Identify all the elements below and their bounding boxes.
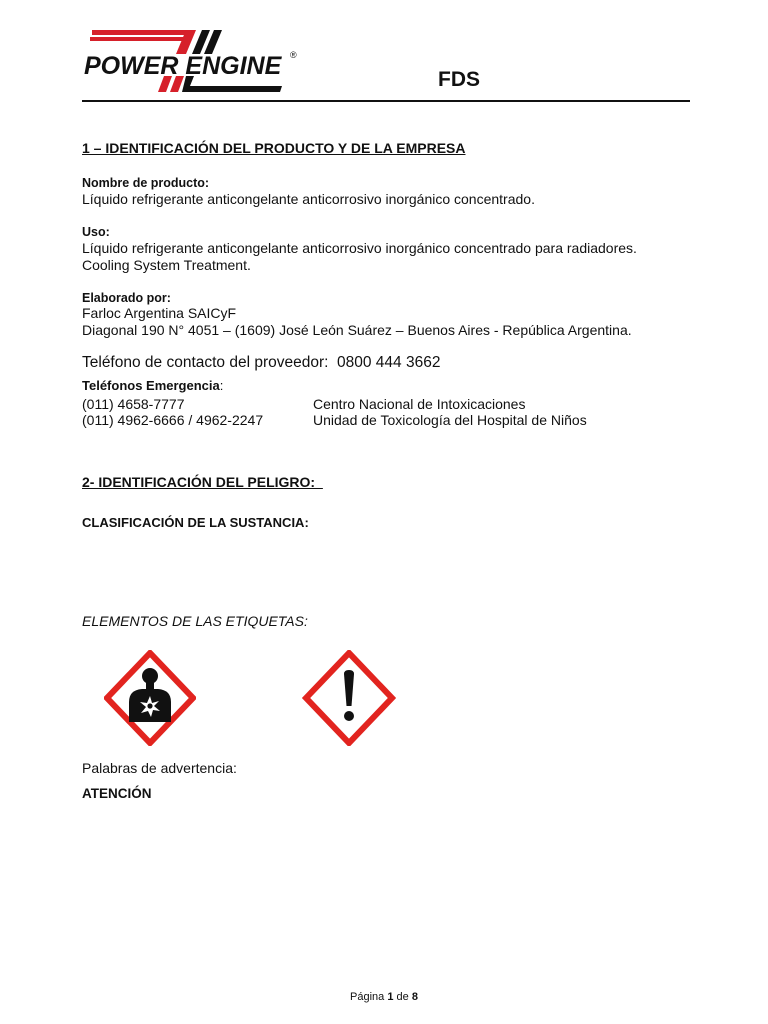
company-logo — [82, 24, 312, 94]
signal-words-label: Palabras de advertencia: — [82, 760, 237, 776]
health-hazard-icon — [104, 650, 196, 746]
supplier-phone-number: 0800 444 3662 — [337, 354, 441, 371]
signal-word: ATENCIÓN — [82, 786, 152, 801]
emergency-phone-name: Unidad de Toxicología del Hospital de Niños — [313, 412, 587, 428]
use-line-1: Líquido refrigerante anticongelante anticorrosivo inorgánico concentrado para radiadores. — [82, 240, 637, 256]
document-type-title: FDS — [438, 68, 480, 91]
emergency-phone-number: (011) 4962-6666 / 4962-2247 — [82, 412, 264, 428]
made-by-label: Elaborado por: — [82, 291, 171, 305]
emergency-phones-colon: : — [219, 378, 224, 393]
power-engine-logo — [82, 24, 312, 94]
page-footer — [0, 991, 768, 1003]
ghs-pictograms — [104, 650, 404, 748]
page-word: Página — [350, 991, 385, 1003]
label-elements-heading: ELEMENTOS DE LAS ETIQUETAS: — [82, 613, 308, 629]
page-total: 8 — [411, 991, 418, 1003]
company-name: Farloc Argentina SAICyF — [82, 305, 237, 321]
supplier-phone-label: Teléfono de contacto del proveedor: — [82, 354, 329, 371]
emergency-phones-label: Teléfonos Emergencia — [82, 378, 220, 393]
emergency-phone-name: Centro Nacional de Intoxicaciones — [313, 396, 526, 412]
logo-wordmark: POWER ENGINE — [84, 52, 282, 80]
page-of: de — [396, 991, 409, 1003]
emergency-phone-number: (011) 4658-7777 — [82, 396, 185, 412]
section-2-title: 2- IDENTIFICACIÓN DEL PELIGRO: — [82, 474, 323, 490]
use-line-2: Cooling System Treatment. — [82, 257, 251, 273]
registered-mark: ® — [290, 50, 297, 60]
product-name-value: Líquido refrigerante anticongelante anticorrosivo inorgánico concentrado. — [82, 191, 535, 207]
exclamation-mark-icon — [302, 650, 396, 746]
classification-label: CLASIFICACIÓN DE LA SUSTANCIA: — [82, 515, 309, 530]
header-divider — [82, 100, 690, 102]
page-current: 1 — [387, 991, 394, 1003]
section-1-title: 1 – IDENTIFICACIÓN DEL PRODUCTO Y DE LA EMPRESA — [82, 140, 466, 156]
emergency-phones-heading — [82, 378, 223, 393]
use-label: Uso: — [82, 225, 110, 239]
product-name-label: Nombre de producto: — [82, 176, 210, 190]
company-address: Diagonal 190 N° 4051 – (1609) José León Suárez – Buenos Aires - República Argentina. — [82, 322, 632, 338]
